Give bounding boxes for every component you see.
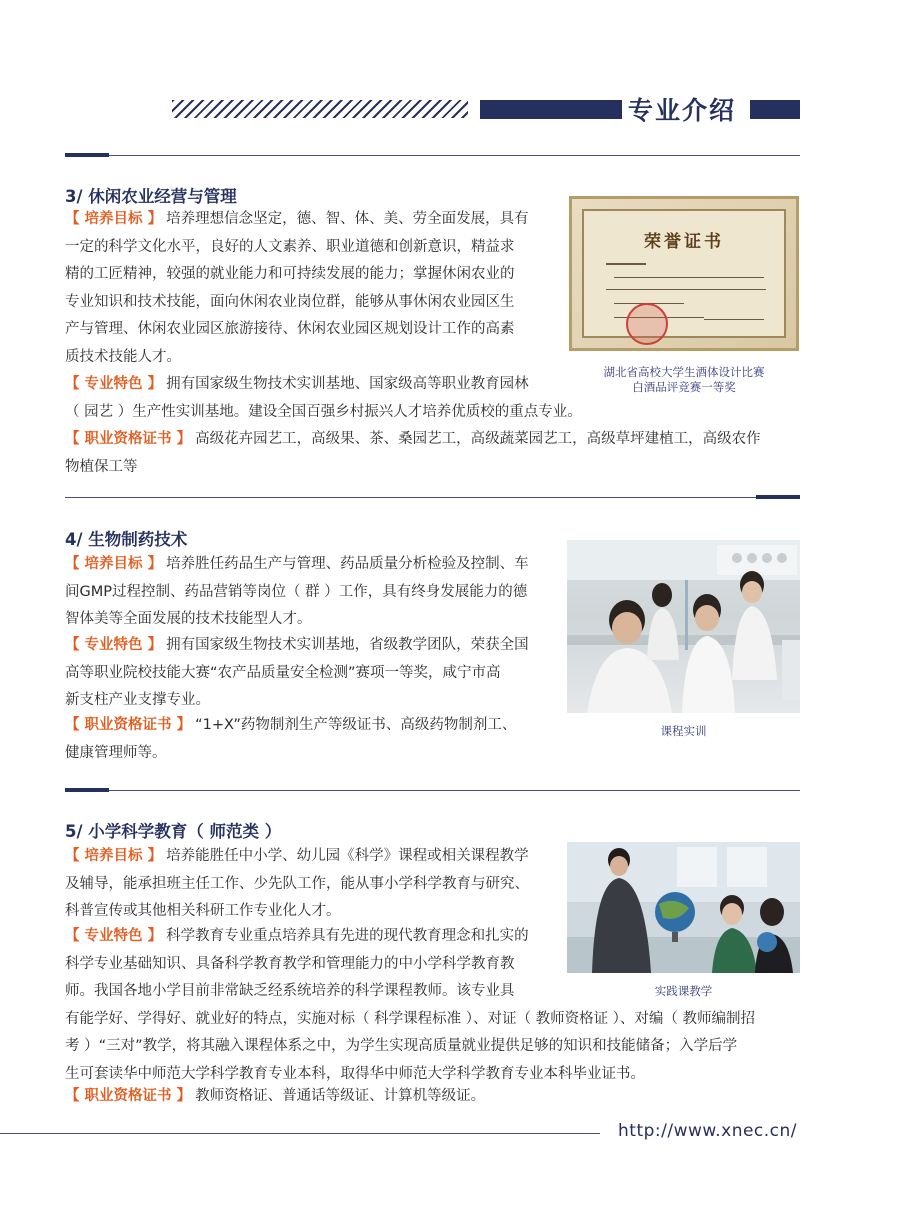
red-seal-icon xyxy=(626,303,668,345)
section-5-cert xyxy=(65,1083,805,1111)
text-line: 科学教育专业重点培养具有先进的现代教育理念和扎实的 xyxy=(166,928,529,944)
header-box xyxy=(750,100,800,119)
text-line: 拥有国家级生物技术实训基地，省级教学团队，荣获全国 xyxy=(166,637,529,653)
text-line: 新支柱产业支撑专业。 xyxy=(65,692,210,708)
section-3-title: 3/ 休闲农业经营与管理 xyxy=(65,187,237,206)
text-line-mark xyxy=(614,277,764,278)
text-line: 科学专业基础知识、具备科学教育教学和管理能力的中小学科学教育教 xyxy=(65,955,515,972)
text-line: 培养能胜任中小学、幼儿园《科学》课程或相关课程教学 xyxy=(166,848,529,864)
header-bar xyxy=(480,100,622,119)
divider-accent xyxy=(756,495,800,499)
certificate-caption xyxy=(569,365,799,395)
section-3-goal xyxy=(65,206,555,371)
divider xyxy=(65,497,800,498)
section-5-title: 5/ 小学科学教育（ 师范类 ） xyxy=(65,822,282,841)
text-line-mark xyxy=(704,319,764,320)
text-line: 间GMP过程控制、药品营销等岗位（ 群 ）工作，具有终身发展能力的德 xyxy=(65,583,528,600)
cert-tag: 【 职业资格证书 】 xyxy=(65,431,192,447)
text-line: 健康管理师等。 xyxy=(65,744,167,761)
text-line: “1+X”药物制剂生产等级证书、高级药物制剂工、 xyxy=(195,717,517,733)
page-title: 专业介绍 xyxy=(628,96,737,125)
section-4-goal xyxy=(65,551,555,634)
header-hatch-decoration xyxy=(172,100,468,118)
text-line: 培养理想信念坚定，德、智、体、美、劳全面发展，具有 xyxy=(166,211,529,227)
lab-scene-illustration xyxy=(567,540,800,713)
text-line: 高级花卉园艺工，高级果、茶、桑园艺工，高级蔬菜园艺工，高级草坪建植工，高级农作 xyxy=(195,431,761,447)
feature-tag: 【 专业特色 】 xyxy=(65,637,163,653)
text-line: 拥有国家级生物技术实训基地、国家级高等职业教育园林 xyxy=(166,376,529,392)
goal-tag: 【 培养目标 】 xyxy=(65,211,163,227)
lab-photo-caption: 课程实训 xyxy=(660,724,707,738)
classroom-photo-caption: 实践课教学 xyxy=(654,984,713,998)
lab-training-photo xyxy=(567,540,800,713)
text-line: 质技术技能人才。 xyxy=(65,348,181,365)
divider-accent xyxy=(65,153,109,157)
divider xyxy=(65,155,800,156)
section-3-cert xyxy=(65,426,805,481)
section-4-title: 4/ 生物制药技术 xyxy=(65,530,188,549)
section-4-cert xyxy=(65,712,555,767)
goal-tag: 【 培养目标 】 xyxy=(65,556,163,572)
text-line: 生可套读华中师范大学科学教育专业本科，取得华中师范大学科学教育专业本科毕业证书。 xyxy=(65,1065,645,1082)
footer-divider xyxy=(0,1133,600,1134)
feature-tag: 【 专业特色 】 xyxy=(65,928,163,944)
divider-accent xyxy=(65,788,109,792)
certificate-title: 荣誉证书 xyxy=(644,232,724,252)
text-line: 精的工匠精神，较强的就业能力和可持续发展的能力；掌握休闲农业的 xyxy=(65,266,515,282)
text-line: 培养胜任药品生产与管理、药品质量分析检验及控制、车 xyxy=(166,556,529,572)
section-5-goal xyxy=(65,843,555,926)
classroom-scene-illustration xyxy=(567,842,800,973)
text-line-mark xyxy=(606,289,766,290)
caption-line: 白酒品评竞赛一等奖 xyxy=(632,380,736,394)
text-line: （ 园艺 ）生产性实训基地。建设全国百强乡村振兴人才培养优质校的重点专业。 xyxy=(65,403,582,420)
divider xyxy=(65,790,800,791)
certificate-frame xyxy=(582,209,786,338)
website-url[interactable]: http://www.xnec.cn/ xyxy=(618,1121,798,1141)
section-4-feature xyxy=(65,632,555,715)
caption-line: 湖北省高校大学生酒体设计比赛 xyxy=(603,365,765,379)
classroom-teaching-photo xyxy=(567,842,800,973)
cert-tag: 【 职业资格证书 】 xyxy=(65,1088,192,1104)
text-line: 有能学好、学得好、就业好的特点，实施对标（ 科学课程标准 ）、对证（ 教师资格证 ）、对编（ 教师编制招 xyxy=(65,1010,756,1027)
text-line: 考 ）“三对”教学，将其融入课程体系之中，为学生实现高质量就业提供足够的知识和技能储备；入学后学 xyxy=(65,1038,738,1054)
feature-tag: 【 专业特色 】 xyxy=(65,376,163,392)
text-line: 专业知识和技术技能，面向休闲农业岗位群，能够从事休闲农业园区生 xyxy=(65,293,515,310)
cert-tag: 【 职业资格证书 】 xyxy=(65,717,192,733)
text-line: 一定的科学文化水平，良好的人文素养、职业道德和创新意识，精益求 xyxy=(65,238,515,255)
text-line: 产与管理、休闲农业园区旅游接待、休闲农业园区规划设计工作的高素 xyxy=(65,321,515,337)
goal-tag: 【 培养目标 】 xyxy=(65,848,163,864)
honor-certificate-image xyxy=(569,196,799,351)
text-line: 物植保工等 xyxy=(65,458,138,475)
text-line: 教师资格证、普通话等级证、计算机等级证。 xyxy=(195,1088,486,1104)
text-line: 高等职业院校技能大赛“农产品质量安全检测”赛项一等奖，咸宁市高 xyxy=(65,664,501,681)
text-line-mark xyxy=(606,263,646,265)
text-line: 师。我国各地小学目前非常缺乏经系统培养的科学课程教师。该专业具 xyxy=(65,983,515,999)
text-line: 科普宣传或其他相关科研工作专业化人才。 xyxy=(65,903,341,919)
text-line: 及辅导，能承担班主任工作、少先队工作，能从事小学科学教育与研究、 xyxy=(65,875,529,892)
text-line: 智体美等全面发展的技术技能型人才。 xyxy=(65,611,312,627)
